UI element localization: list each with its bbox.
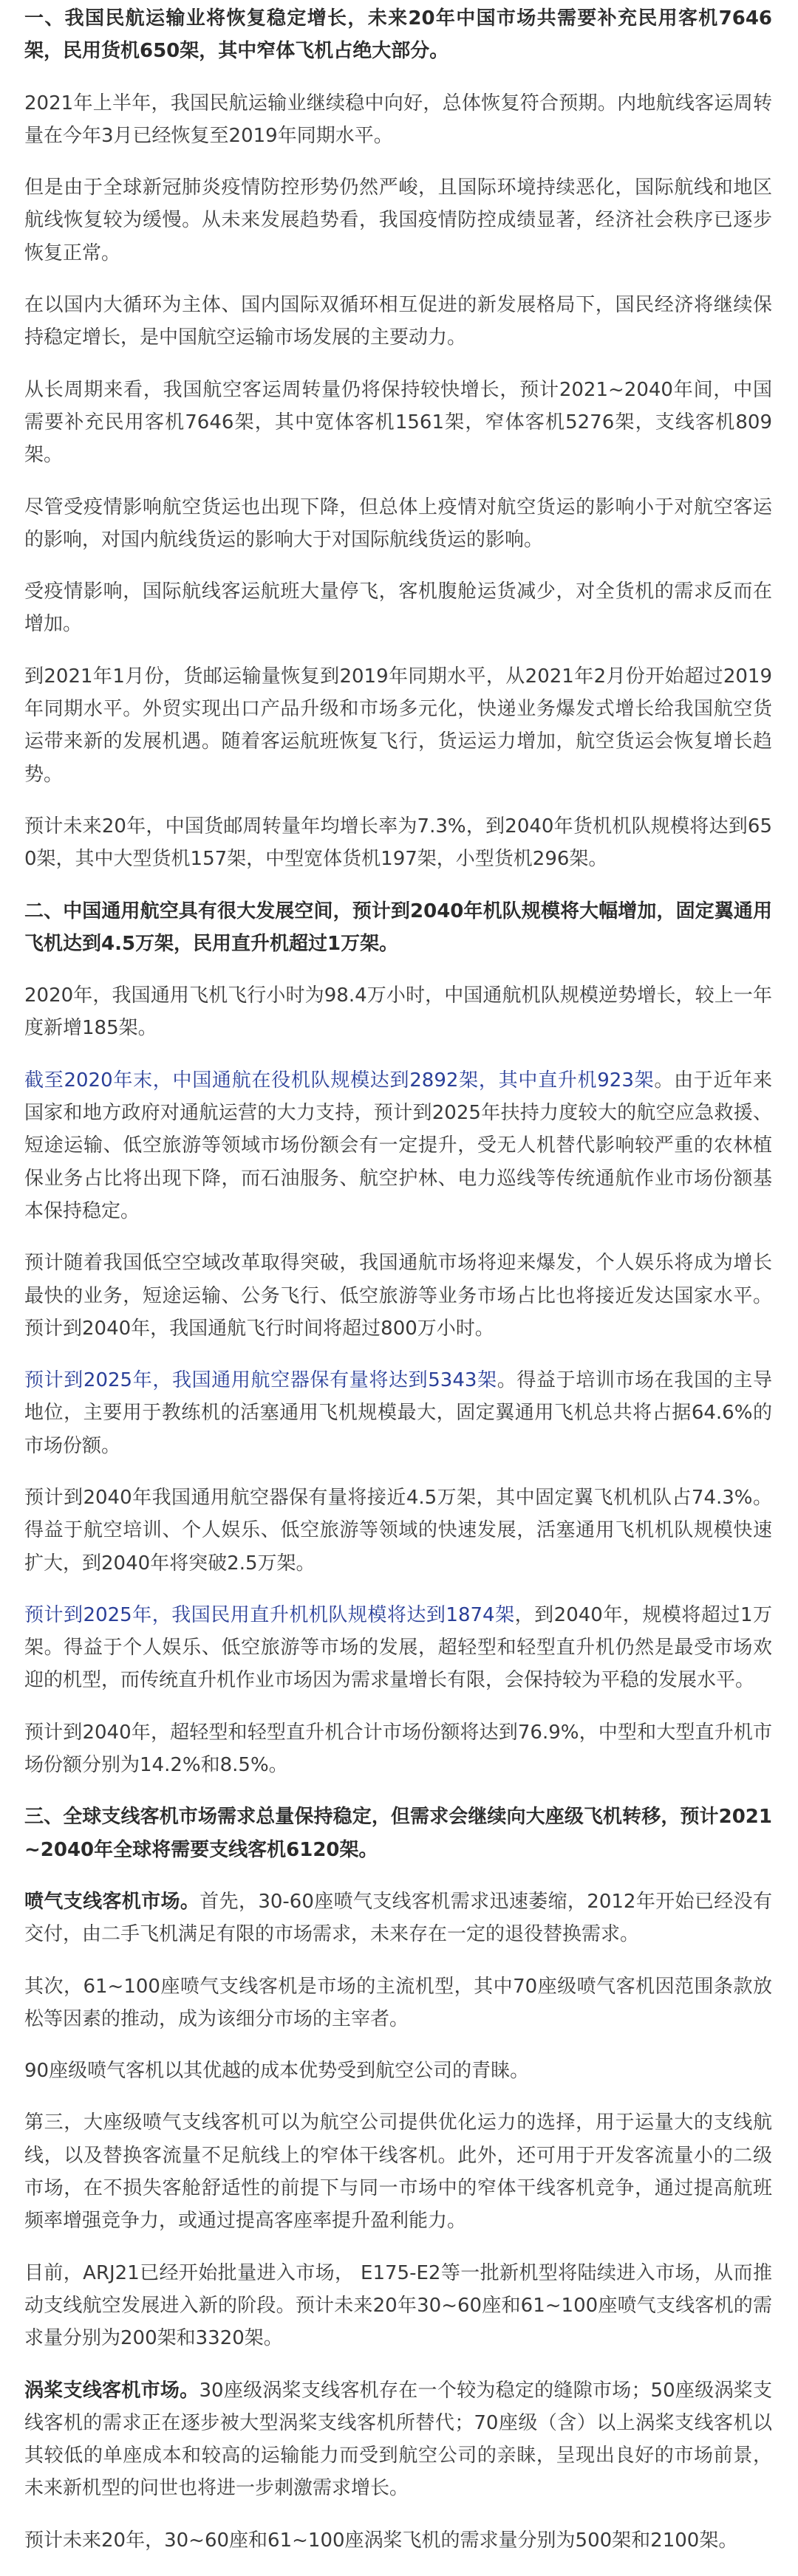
paragraph: [24, 1599, 772, 1697]
highlight-link[interactable]: 预计到2025年，我国通用航空器保有量将达到5343架: [24, 1369, 497, 1392]
text: 。由于近年来国家和地方政府对通航运营的大力支持，预计到2025年扶持力度较大的航空应急救援、短途运输、低空旅游等领域市场份额会有一定提升，受无人机替代影响较严重的农林植保业务占比将出现下降，而石油服务、航空护林、电力巡线等传统通航作业市场份额基本保持稳定。: [24, 1069, 772, 1222]
paragraph: [24, 87, 772, 153]
text: 预计未来20年，中国货邮周转量年均增长率为7.3%，到2040年货机机队规模将达到650架，其中大型货机157架，中型宽体货机197架，小型货机296架。: [24, 815, 772, 871]
bold-text: 喷气支线客机市场。: [24, 1890, 200, 1913]
paragraph: [24, 1716, 772, 1782]
text: 2020年，我国通用飞机飞行小时为98.4万小时，中国通航机队规模逆势增长，较上一年度新增185架。: [24, 984, 772, 1040]
text: 尽管受疫情影响航空货运也出现下降，但总体上疫情对航空货运的影响小于对航空客运的影响，对国内航线货运的影响大于对国际航线货运的影响。: [24, 496, 772, 551]
text: 首先，30-60座喷气支线客机需求迅速萎缩，2012年开始已经没有交付，由二手飞机满足有限的市场需求，未来存在一定的退役替换需求。: [24, 1890, 772, 1946]
paragraph: [24, 374, 772, 472]
paragraph: [24, 2257, 772, 2355]
paragraph: [24, 1364, 772, 1462]
paragraph: [24, 1885, 772, 1951]
text: 到2021年1月份，货邮运输量恢复到2019年同期水平，从2021年2月份开始超过2019年同期水平。外贸实现出口产品升级和市场多元化，快递业务爆发式增长给我国航空货运带来新的发展机遇。随着客运航班恢复飞行，货运运力增加，航空货运会恢复增长趋势。: [24, 665, 772, 786]
paragraph: [24, 1481, 772, 1580]
highlight-link[interactable]: 截至2020年末，中国通航在役机队规模达到2892架，其中直升机923架: [24, 1069, 655, 1092]
bold-text: 三、全球支线客机市场需求总量保持稳定，但需求会继续向大座级飞机转移，预计2021~2040年全球将需要支线客机6120架。: [24, 1806, 772, 1861]
text: 在以国内大循环为主体、国内国际双循环相互促进的新发展格局下，国民经济将继续保持稳定增长，是中国航空运输市场发展的主要动力。: [24, 294, 772, 349]
paragraph: [24, 2055, 772, 2087]
section-heading: [24, 2, 772, 68]
text: 但是由于全球新冠肺炎疫情防控形势仍然严峻，且国际环境持续恶化，国际航线和地区航线恢复较为缓慢。从未来发展趋势看，我国疫情防控成绩显著，经济社会秩序已逐步恢复正常。: [24, 177, 772, 264]
text: 预计随着我国低空空域改革取得突破，我国通航市场将迎来爆发，个人娱乐将成为增长最快的业务，短途运输、公务飞行、低空旅游等业务市场占比也将接近发达国家水平。预计到2040年，我国通航飞行时间将超过800万小时。: [24, 1252, 772, 1340]
text: 受疫情影响，国际航线客运航班大量停飞，客机腹舱运货减少，对全货机的需求反而在增加。: [24, 580, 772, 636]
text: 2021年上半年，我国民航运输业继续稳中向好，总体恢复符合预期。内地航线客运周转量在今年3月已经恢复至2019年同期水平。: [24, 92, 772, 147]
text: 90座级喷气客机以其优越的成本优势受到航空公司的青睐。: [24, 2060, 530, 2083]
paragraph: [24, 1064, 772, 1227]
paragraph: [24, 2374, 772, 2505]
paragraph: [24, 2106, 772, 2237]
paragraph: [24, 171, 772, 270]
bold-text: 一、我国民航运输业将恢复稳定增长，未来20年中国市场共需要补充民用客机7646架，民用货机650架，其中窄体飞机占绝大部分。: [24, 7, 772, 63]
paragraph: [24, 289, 772, 354]
text: 30座级涡桨支线客机存在一个较为稳定的缝隙市场；50座级涡桨支线客机的需求正在逐步被大型涡桨支线客机所替代；70座级（含）以上涡桨支线客机以其较低的单座成本和较高的运输能力而受到航空公司的亲睐，呈现出良好的市场前景，未来新机型的问世也将进一步刺激需求增长。: [24, 2379, 772, 2500]
text: 目前，ARJ21已经开始批量进入市场， E175-E2等一批新机型将陆续进入市场，从而推动支线航空发展进入新的阶段。预计未来20年30~60座和61~100座喷气支线客机的需求量分别为200架和3320架。: [24, 2261, 772, 2350]
text: 预计到2040年我国通用航空器保有量将接近4.5万架，其中固定翼飞机机队占74.3%。得益于航空培训、个人娱乐、低空旅游等领域的快速发展，活塞通用飞机机队规模快速扩大，到2040年将突破2.5万架。: [24, 1486, 772, 1575]
paragraph: [24, 491, 772, 557]
highlight-link[interactable]: 预计到2025年，我国民用直升机机队规模将达到1874架: [24, 1603, 515, 1626]
text: 第三，大座级喷气支线客机可以为航空公司提供优化运力的选择，用于运量大的支线航线，以及替换客流量不足航线上的窄体干线客机。此外，还可用于开发客流量小的二级市场，在不损失客舱舒适性的前提下与同一市场中的窄体干线客机竞争，通过提高航班频率增强竞争力，或通过提高客座率提升盈利能力。: [24, 2111, 772, 2233]
text: 。得益于培训市场在我国的主导地位，主要用于教练机的活塞通用飞机规模最大，固定翼通用飞机总共将占据64.6%的市场份额。: [24, 1369, 772, 1457]
text: ，到2040年，规模将超过1万架。得益于个人娱乐、低空旅游等市场的发展，超轻型和轻型直升机仍然是最受市场欢迎的机型，而传统直升机作业市场因为需求量增长有限，会保持较为平稳的发展水平。: [24, 1603, 772, 1692]
paragraph: [24, 1970, 772, 2036]
section-heading: [24, 1801, 772, 1866]
paragraph: [24, 810, 772, 876]
paragraph: [24, 979, 772, 1045]
paragraph: [24, 575, 772, 641]
bold-text: 涡桨支线客机市场。: [24, 2379, 200, 2402]
text: 预计未来20年，30~60座和61~100座涡桨飞机的需求量分别为500架和2100架。: [24, 2529, 738, 2552]
bold-text: 二、中国通用航空具有很大发展空间，预计到2040年机队规模将大幅增加，固定翼通用飞机达到4.5万架，民用直升机超过1万架。: [24, 900, 772, 955]
paragraph: [24, 1247, 772, 1345]
section-heading: [24, 895, 772, 961]
text: 从长周期来看，我国航空客运周转量仍将保持较快增长，预计2021~2040年间，中国需要补充民用客机7646架，其中宽体客机1561架，窄体客机5276架，支线客机809架。: [24, 378, 772, 467]
text: 其次，61~100座喷气支线客机是市场的主流机型，其中70座级喷气客机因范围条款放松等因素的推动，成为该细分市场的主宰者。: [24, 1975, 772, 2030]
paragraph: [24, 660, 772, 791]
paragraph: [24, 2524, 772, 2557]
text: 预计到2040年，超轻型和轻型直升机合计市场份额将达到76.9%，中型和大型直升机市场份额分别为14.2%和8.5%。: [24, 1721, 772, 1777]
